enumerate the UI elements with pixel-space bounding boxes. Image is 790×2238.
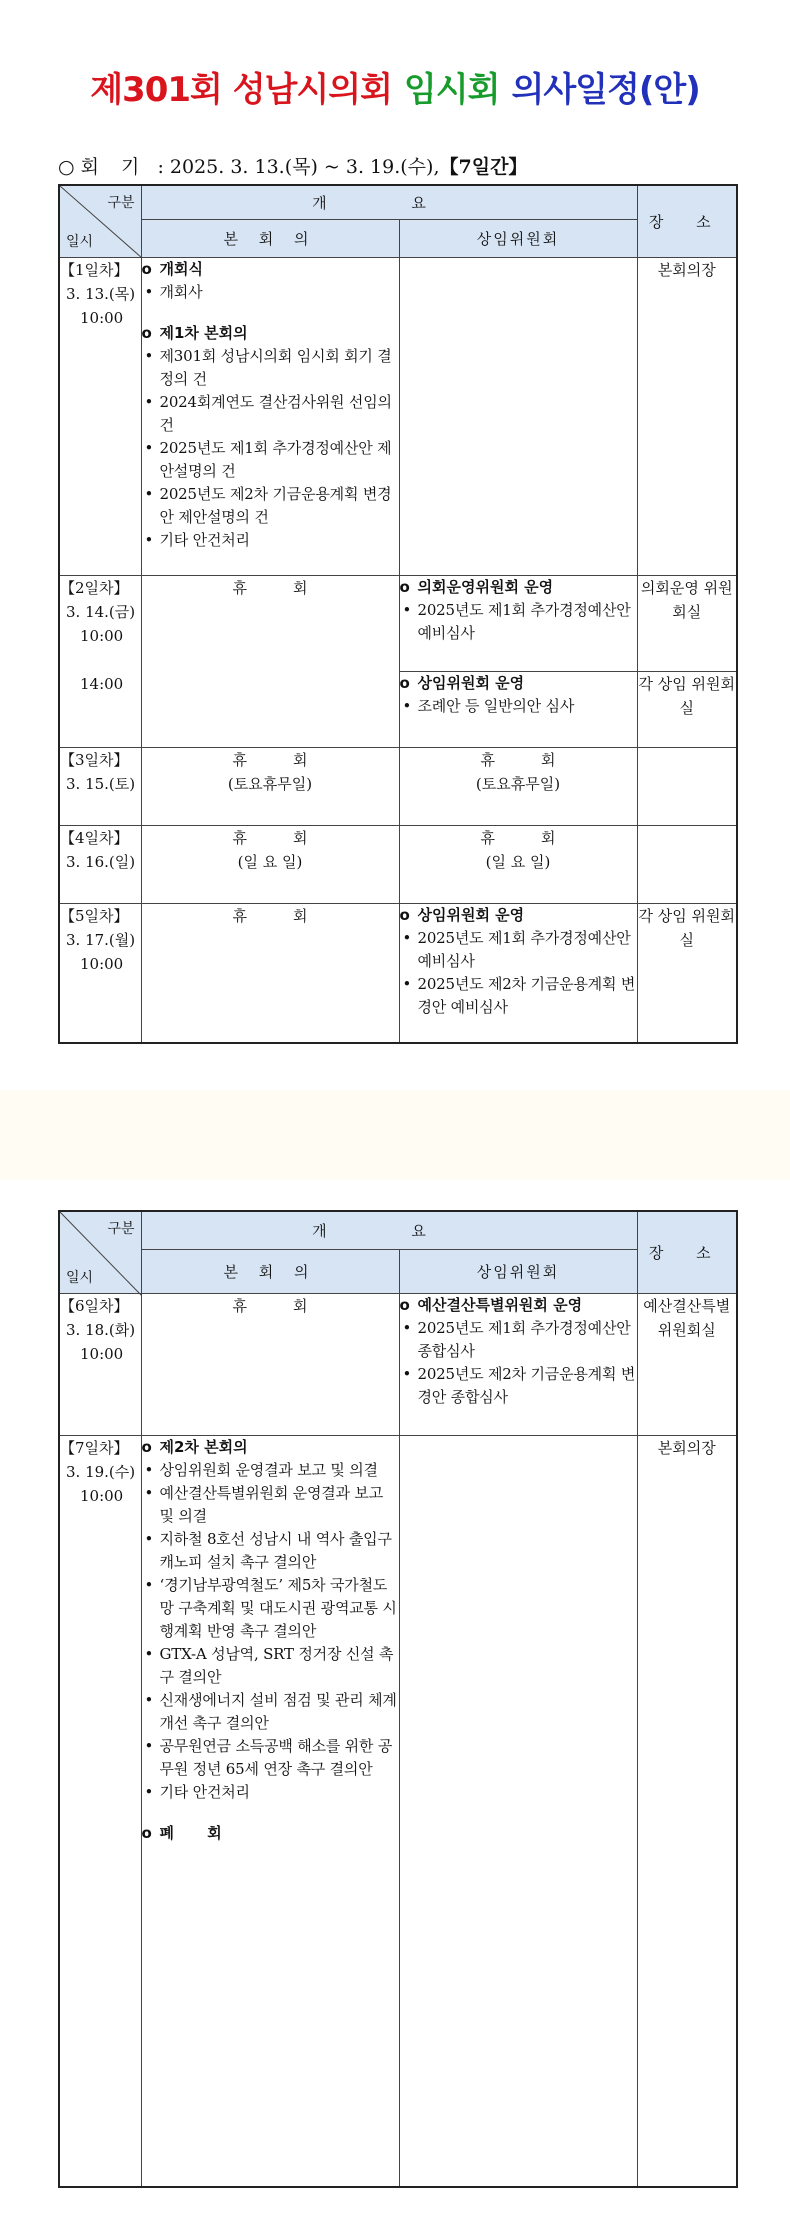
day6-time: 10:00 [80,1344,124,1363]
day6-location: 예산결산특별 위원회실 [637,1293,737,1435]
day7-plenary-heading: o 제2차 본회의 [141,1437,248,1456]
list-item: • 2025년도 제1회 추가경정예산안 종합심사 [402,1318,631,1360]
day4-committee-note: (일 요 일) [485,852,551,871]
day3-datetime [59,747,141,825]
day2-time2: 14:00 [80,674,124,693]
list-item: • 2025년도 제1회 추가경정예산안 예비심사 [402,928,631,970]
day7-closing-heading: o 폐 회 [141,1823,236,1842]
day2-location-1: 의회운영 위원회실 [637,575,737,671]
list-item: • 2024회계연도 결산검사위원 선임의 건 [144,392,392,434]
day5-committee [399,903,637,1043]
circle-marker-icon: ○ [58,156,75,178]
list-item: • 2025년도 제1회 추가경정예산안 제안설명의 건 [144,438,392,480]
day4-label: 【4일차】 [60,828,129,847]
day2-date: 3. 14.(금) [66,602,136,621]
day7-datetime [59,1435,141,2187]
header-category: 구분 [107,195,135,211]
list-item: • 상임위원회 운영결과 보고 및 의결 [144,1460,378,1479]
list-item: • 지하철 8호선 성남시 내 역사 출입구 캐노피 설치 촉구 결의안 [144,1529,392,1571]
day7-plenary [141,1435,399,2187]
session-range: 2025. 3. 13.(목) ~ 3. 19.(수), [169,156,440,178]
day7-time: 10:00 [80,1486,124,1505]
day7-date: 3. 19.(수) [66,1462,136,1481]
day3-plenary-rest: 휴회 [232,750,354,769]
day1-committee [399,257,637,575]
day6-date: 3. 18.(화) [66,1320,136,1339]
day3-label: 【3일차】 [60,750,129,769]
day2-committee-2-heading: o 상임위원회 운영 [399,673,525,692]
session-label: 회 기 [80,156,148,178]
day1-opening-heading: o 개회식 [141,259,203,278]
list-item: • 조례안 등 일반의안 심사 [402,696,575,715]
day5-date: 3. 17.(월) [66,930,136,949]
day5-committee-heading: o 상임위원회 운영 [399,905,525,924]
header-plenary: 본 회 의 [141,1249,399,1293]
list-item: • 기타 안건처리 [144,1782,250,1801]
day1-plenary [141,257,399,575]
title-part-agenda: 의사일정(안) [511,70,700,110]
day3-plenary-note: (토요휴무일) [227,774,313,793]
day1-time: 10:00 [80,308,124,327]
day5-datetime [59,903,141,1043]
day1-plenary-heading: o 제1차 본회의 [141,323,248,342]
list-item: • 2025년도 제2차 기금운용계획 변경안 종합심사 [402,1364,636,1406]
header-overview: 개 요 [141,1211,637,1249]
session-length: 【7일간】 [439,156,528,178]
day6-plenary [141,1293,399,1435]
table-row-day2 [59,575,737,671]
day2-committee-1 [399,575,637,671]
table-row-day7 [59,1435,737,2187]
list-item: • 개회사 [144,282,203,301]
header-committee: 상임위원회 [399,219,637,257]
day2-label: 【2일차】 [60,578,129,597]
day5-plenary [141,903,399,1043]
header-corner [59,185,141,257]
day3-date: 3. 15.(토) [66,774,136,793]
day3-location [637,747,737,825]
header-location: 장 소 [637,1211,737,1293]
list-item: • 예산결산특별위원회 운영결과 보고 및 의결 [144,1483,383,1525]
day3-committee-note: (토요휴무일) [475,774,561,793]
table-row-day3 [59,747,737,825]
page-break [0,1090,790,1180]
day6-datetime [59,1293,141,1435]
table-row-day1 [59,257,737,575]
day7-location: 본회의장 [637,1435,737,2187]
day6-label: 【6일차】 [60,1296,129,1315]
schedule-table-page1 [58,184,738,1044]
day4-plenary-note: (일 요 일) [237,852,303,871]
day7-committee [399,1435,637,2187]
list-item: • 제301회 성남시의회 임시회 회기 결정의 건 [144,346,392,388]
header-overview: 개 요 [141,185,637,219]
day2-location-2: 각 상임 위원회실 [637,671,737,747]
day5-label: 【5일차】 [60,906,129,925]
table-row-day4 [59,825,737,903]
day4-datetime [59,825,141,903]
day6-plenary-rest: 휴회 [232,1296,354,1315]
header-location: 장 소 [637,185,737,257]
day2-time: 10:00 [80,626,124,645]
day6-committee [399,1293,637,1435]
header-corner [59,1211,141,1293]
page-title [0,62,790,118]
day3-committee-rest: 휴회 [480,750,602,769]
day7-label: 【7일차】 [60,1438,129,1457]
day2-plenary [141,575,399,747]
day4-committee-rest: 휴회 [480,828,602,847]
session-period [58,152,527,179]
day3-plenary [141,747,399,825]
title-part-council: 제301회 성남시의회 [90,70,392,110]
day6-committee-heading: o 예산결산특별위원회 운영 [399,1295,583,1314]
list-item: • GTX-A 성남역, SRT 정거장 신설 촉구 결의안 [144,1644,394,1686]
day4-date: 3. 16.(일) [66,852,136,871]
day5-plenary-rest: 휴회 [232,906,354,925]
day2-plenary-rest: 휴회 [232,578,354,597]
day4-location [637,825,737,903]
list-item: • 2025년도 제1회 추가경정예산안 예비심사 [402,600,631,642]
header-category: 구분 [107,1221,135,1237]
header-committee: 상임위원회 [399,1249,637,1293]
day1-date: 3. 13.(목) [66,284,136,303]
table-row-day6 [59,1293,737,1435]
day1-location: 본회의장 [637,257,737,575]
list-item: • 2025년도 제2차 기금운용계획 변경안 예비심사 [402,974,636,1016]
list-item: • 신재생에너지 설비 점검 및 관리 체계 개선 촉구 결의안 [144,1690,397,1732]
day4-committee [399,825,637,903]
list-item: • 기타 안건처리 [144,530,250,549]
title-part-session: 임시회 [403,70,500,110]
list-item: • ‘경기남부광역철도’ 제5차 국가철도망 구축계획 및 대도시권 광역교통 시행계획 반영 촉구 결의안 [144,1575,397,1640]
day1-datetime [59,257,141,575]
schedule-table-page2 [58,1210,738,2188]
day2-committee-2 [399,671,637,747]
day2-committee-1-heading: o 의회운영위원회 운영 [399,577,554,596]
day5-location: 각 상임 위원회실 [637,903,737,1043]
header-plenary: 본 회 의 [141,219,399,257]
session-separator: : [157,156,164,178]
table-row-day5 [59,903,737,1043]
list-item: • 공무원연금 소득공백 해소를 위한 공무원 정년 65세 연장 촉구 결의안 [144,1736,393,1778]
day4-plenary-rest: 휴회 [232,828,354,847]
header-datetime: 일시 [66,1269,94,1286]
day3-committee [399,747,637,825]
header-datetime: 일시 [66,233,94,250]
day2-datetime [59,575,141,747]
day5-time: 10:00 [80,954,124,973]
list-item: • 2025년도 제2차 기금운용계획 변경안 제안설명의 건 [144,484,392,526]
day1-label: 【1일차】 [60,260,129,279]
day4-plenary [141,825,399,903]
